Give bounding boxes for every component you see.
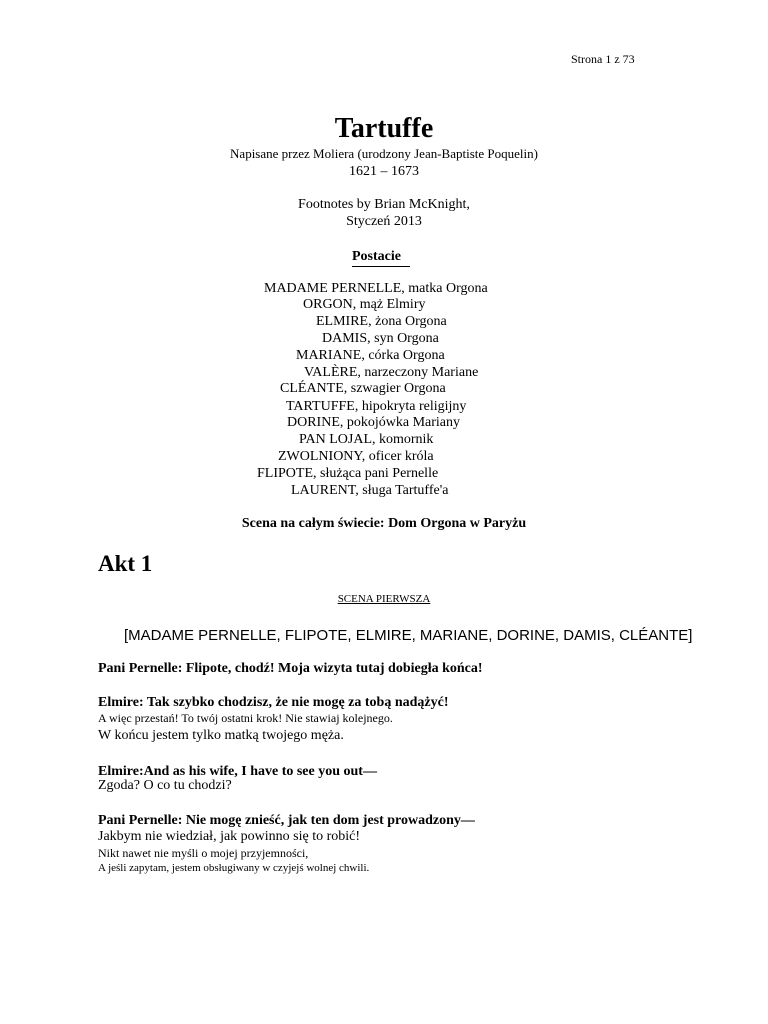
verse-line: A więc przestań! To twój ostatni krok! Nie stawiaj kolejnego. <box>98 711 393 725</box>
verse-line: Jakbym nie wiedział, jak powinno się to robić! <box>98 829 361 844</box>
character-entry: LAURENT, sługa Tartuffe'a <box>291 483 449 498</box>
character-entry: ZWOLNIONY, oficer króla <box>278 449 434 464</box>
date-line: Styczeń 2013 <box>346 214 422 229</box>
character-entry: MARIANE, córka Orgona <box>296 348 445 363</box>
scene-heading: SCENA PIERWSZA <box>337 593 431 605</box>
character-entry: ELMIRE, żona Orgona <box>316 314 447 329</box>
character-entry: MADAME PERNELLE, matka Orgona <box>264 281 488 296</box>
character-entry: FLIPOTE, służąca pani Pernelle <box>257 466 439 481</box>
characters-heading <box>352 248 410 267</box>
verse-line: Zgoda? O co tu chodzi? <box>98 778 232 793</box>
character-entry: DORINE, pokojówka Mariany <box>287 415 461 430</box>
character-entry: PAN LOJAL, komornik <box>299 432 434 447</box>
character-entry: ORGON, mąż Elmiry <box>303 297 426 312</box>
act-heading: Akt 1 <box>98 551 153 576</box>
characters-heading-label: Postacie <box>352 249 401 264</box>
years: 1621 – 1673 <box>349 164 419 179</box>
play-title: Tartuffe <box>334 113 434 144</box>
character-entry: DAMIS, syn Orgona <box>322 331 439 346</box>
page-number: Strona 1 z 73 <box>571 52 635 66</box>
setting-line: Scena na całym świecie: Dom Orgona w Paryżu <box>241 516 527 531</box>
verse-line: A jeśli zapytam, jestem obsługiwany w czyjejś wolnej chwili. <box>98 862 370 874</box>
speaker-line: Elmire: Tak szybko chodzisz, że nie mogę za tobą nadążyć! <box>98 695 449 710</box>
character-entry: VALÈRE, narzeczony Mariane <box>304 365 479 380</box>
verse-line: W końcu jestem tylko matką twojego męża. <box>98 728 344 743</box>
stage-direction: [MADAME PERNELLE, FLIPOTE, ELMIRE, MARIANE, DORINE, DAMIS, CLÉANTE] <box>124 627 693 644</box>
verse-line: Nikt nawet nie myśli o mojej przyjemności, <box>98 846 309 860</box>
character-entry: TARTUFFE, hipokryta religijny <box>286 399 467 414</box>
speaker-line: Pani Pernelle: Flipote, chodź! Moja wizyta tutaj dobiegła końca! <box>98 661 483 676</box>
speaker-line: Elmire:And as his wife, I have to see you out— <box>98 764 377 779</box>
footnotes-line: Footnotes by Brian McKnight, <box>298 197 470 212</box>
speaker-line: Pani Pernelle: Nie mogę znieść, jak ten dom jest prowadzony— <box>98 813 475 828</box>
character-entry: CLÉANTE, szwagier Orgona <box>280 381 446 396</box>
author-line: Napisane przez Moliera (urodzony Jean-Baptiste Poquelin) <box>230 146 538 161</box>
